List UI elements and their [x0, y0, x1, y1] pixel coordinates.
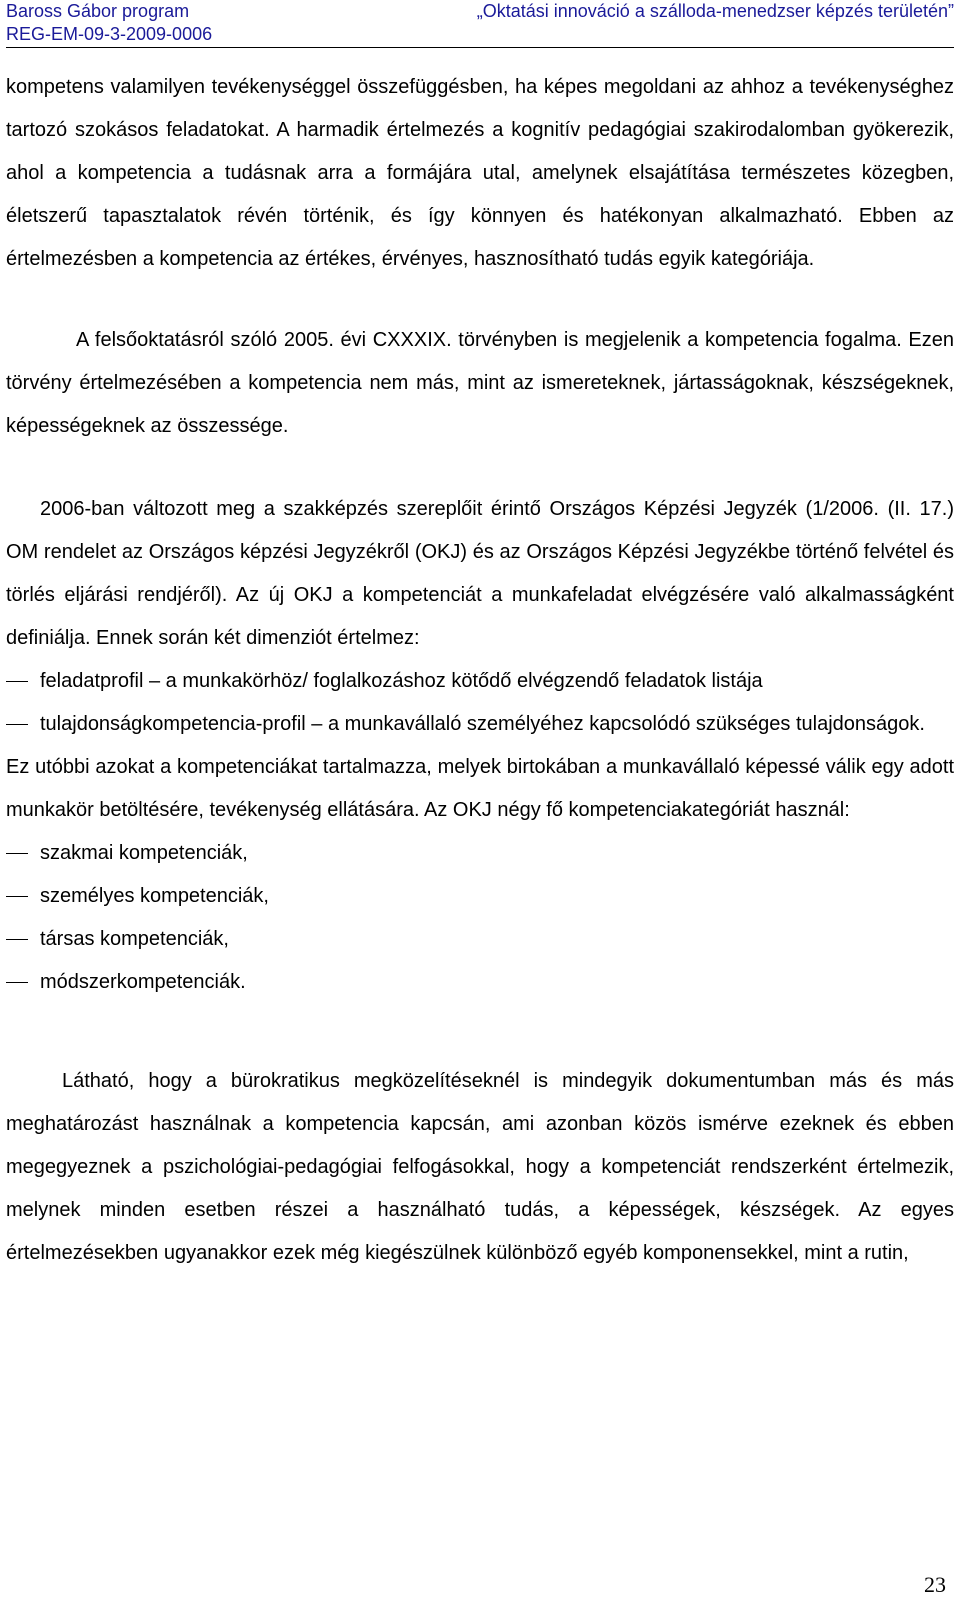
dimension-item — [6, 703, 954, 746]
header-project-title: „Oktatási innováció a szálloda-menedzser képzés területén” — [476, 1, 954, 21]
category-text: társas kompetenciák, — [40, 928, 229, 950]
dimension-text: tulajdonságkompetencia-profil – a munkavállaló személyéhez kapcsolódó szükséges tulajdonságok. — [40, 713, 925, 735]
paragraph-4: Ez utóbbi azokat a kompetenciákat tartalmazza, melyek birtokában a munkavállaló képessé válik egy adott munkakör betöltésére, tevékenység ellátására. Az OKJ négy fő kompetenciakategóriát használ: — [6, 756, 954, 821]
document-body — [6, 66, 954, 1275]
category-text: személyes kompetenciák, — [40, 885, 269, 907]
paragraph-2: A felsőoktatásról szóló 2005. évi CXXXIX. törvényben is megjelenik a kompetencia fogalma. Ezen törvény értelmezésében a kompetencia nem más, mint az ismereteknek, jártasságoknak, készségeknek, képességeknek az összessége. — [6, 329, 954, 437]
dash-bullet-icon — [6, 681, 28, 682]
category-item — [6, 875, 954, 918]
header-left — [6, 0, 212, 46]
paragraph-3: 2006-ban változott meg a szakképzés szereplőit érintő Országos Képzési Jegyzék (1/2006. (II. 17.) OM rendelet az Országos képzési Jegyzékről (OKJ) és az Országos Képzési Jegyzékbe történő felvétel és törlés eljárási rendjéről). Az új OKJ a kompetenciát a munkafeladat elvégzésére való alkalmasságként definiálja. Ennek során két dimenziót értelmez: — [6, 498, 954, 649]
dimension-item — [6, 660, 954, 703]
dash-bullet-icon — [6, 853, 28, 854]
dash-bullet-icon — [6, 896, 28, 897]
dimension-text: feladatprofil – a munkakörhöz/ foglalkozáshoz kötődő elvégzendő feladatok listája — [40, 670, 763, 692]
paragraph-1: kompetens valamilyen tevékenységgel összefüggésben, ha képes megoldani az ahhoz a tevékenységhez tartozó szokásos feladatokat. A harmadik értelmezés a kognitív pedagógiai szakirodalomban gyökerezik, ahol a kompetencia a tudásnak arra a formájára utal, amelynek elsajátítása természetes közegben, életszerű tapasztalatok révén történik, és így könnyen és hatékonyan alkalmazható. Ebben az értelmezésben a kompetencia az értékes, érvényes, hasznosítható tudás egyik kategóriája. — [6, 76, 954, 270]
paragraph-5: Látható, hogy a bürokratikus megközelítéseknél is mindegyik dokumentumban más és más meghatározást használnak a kompetencia kapcsán, ami azonban közös ismérve ezeknek és ebben megegyeznek a pszichológiai-pedagógiai felfogásokkal, hogy a kompetenciát rendszerként értelmezik, melynek minden esetben részei a használható tudás, a képességek, készségek. Az egyes értelmezésekben ugyanakkor ezek még kiegészülnek különböző egyéb komponensekkel, mint a rutin, — [6, 1070, 954, 1264]
program-name: Baross Gábor program — [6, 1, 190, 21]
category-text: módszerkompetenciák. — [40, 971, 246, 993]
dash-bullet-icon — [6, 939, 28, 940]
dash-bullet-icon — [6, 982, 28, 983]
category-item — [6, 918, 954, 961]
category-item — [6, 832, 954, 875]
program-id: REG-EM-09-3-2009-0006 — [6, 24, 213, 44]
dash-bullet-icon — [6, 724, 28, 725]
page-number: 23 — [924, 1572, 946, 1597]
category-item — [6, 961, 954, 1004]
page-header — [6, 0, 954, 48]
category-text: szakmai kompetenciák, — [40, 842, 248, 864]
